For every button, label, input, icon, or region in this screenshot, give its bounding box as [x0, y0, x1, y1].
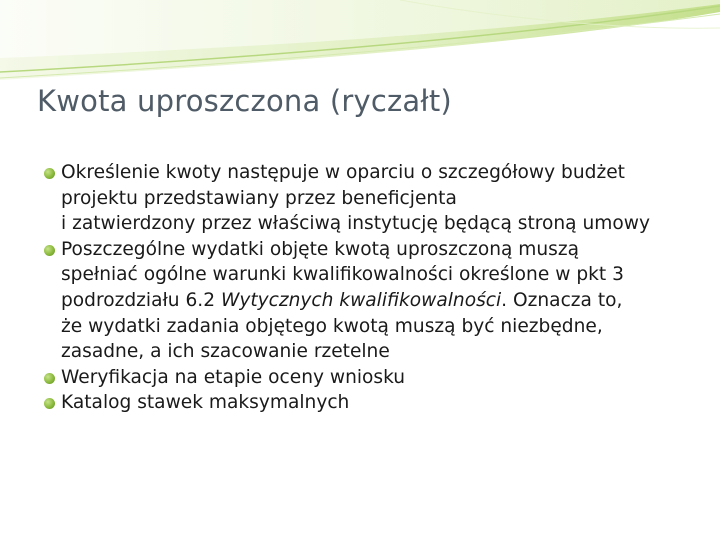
document-reference: Wytycznych kwalifikowalności: [220, 289, 502, 311]
bullet-dot-icon: [44, 373, 55, 384]
bullet-item: [44, 390, 694, 416]
slide-title: Kwota uproszczona (ryczałt): [37, 84, 452, 118]
bullet-text: [61, 237, 694, 365]
bullet-text-segment: podrozdziału 6.2: [61, 289, 221, 311]
bullet-dot-icon: [44, 245, 55, 256]
bullet-text: [61, 160, 694, 237]
bullet-item: [44, 160, 694, 237]
bullet-line: spełniać ogólne warunki kwalifikowalności określone w pkt 3: [61, 264, 624, 286]
bullet-dot-icon: [44, 398, 55, 409]
bullet-line: i zatwierdzony przez właściwą instytucję będącą stroną umowy: [61, 213, 650, 235]
bullet-item: [44, 237, 694, 365]
bullet-dot-icon: [44, 168, 55, 179]
bullet-line: zasadne, a ich szacowanie rzetelne: [61, 341, 390, 363]
bullet-line: [61, 288, 694, 314]
header-wave-decoration: [0, 0, 720, 90]
bullet-line: projektu przedstawiany przez beneficjenta: [61, 187, 457, 209]
bullet-line: że wydatki zadania objętego kwotą muszą być niezbędne,: [61, 315, 603, 337]
bullet-item: [44, 365, 694, 391]
bullet-list: [44, 160, 694, 416]
bullet-text: Katalog stawek maksymalnych: [61, 392, 350, 414]
bullet-line: Poszczególne wydatki objęte kwotą uproszczoną muszą: [61, 238, 580, 260]
bullet-text: Weryfikacja na etapie oceny wniosku: [61, 366, 406, 388]
bullet-line: Określenie kwoty następuje w oparciu o szczegółowy budżet: [61, 162, 625, 183]
bullet-text-segment: . Oznacza to,: [501, 289, 623, 311]
